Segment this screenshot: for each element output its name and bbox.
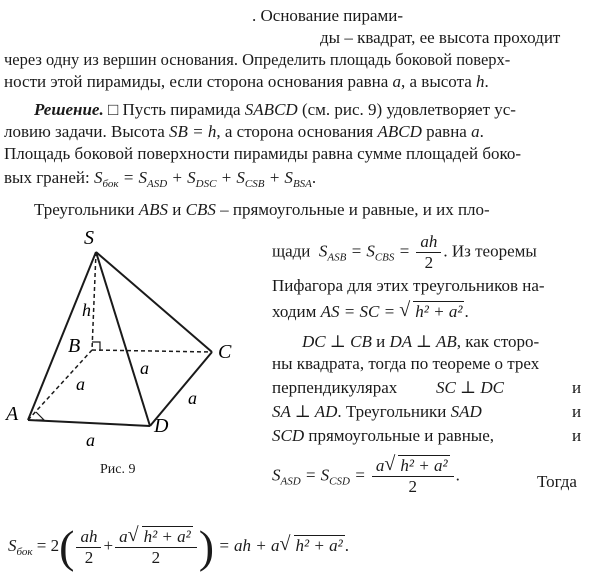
label-a-DC: a (188, 388, 197, 408)
figure-caption: Рис. 9 (100, 462, 136, 477)
label-S: S (84, 227, 94, 249)
text-line-10: $S_{ASD} = S_{CSD}$ = a √ h² + a² 2 . Тогда (272, 453, 577, 496)
solution-line-4: вых граней: $S_{бок} = S_{ASD} + S_{DSC} + S_{CSB} + S_{BSA}$. (4, 168, 317, 190)
edge-SB (92, 252, 96, 350)
solution-line-2: ловию задачи. Высота SB = h, а сторона основания ABCD равна a. (4, 122, 484, 141)
label-A: A (6, 403, 19, 425)
label-a-BC: a (140, 358, 149, 378)
text-line-8: SA ⊥ AD. Треугольники SAD и (272, 402, 582, 421)
label-a-AB: a (76, 374, 85, 394)
text-line-4: ходим AS = SC = √ h² + a² . (272, 299, 469, 321)
box-icon: □ (107, 100, 119, 119)
text-line-1: Треугольники ABS и CBS – прямоугольные и равные, и их пло- (34, 200, 490, 219)
solution-line-1: Решение. □ Пусть пирамида SABCD (см. рис. 9) удовлетворяет ус- (34, 100, 516, 119)
text-line-9: SCD прямоугольные и равные, и (272, 426, 582, 445)
solution-line-3: Площадь боковой поверхности пирамиды равна сумме площадей боко- (4, 144, 522, 163)
edge-SC (96, 252, 212, 352)
problem-line-3: через одну из вершин основания. Определить площадь боковой поверх- (4, 50, 511, 69)
text-line-3: Пифагора для этих треугольников на- (272, 276, 545, 295)
text-line-2: щади $S_{ASB} = S_{CBS}$ = $\frac{ah}{2}$ . Из теоремы (272, 232, 537, 272)
label-a-AD: a (86, 430, 95, 450)
text-line-6: ны квадрата, тогда по теореме о трех (272, 354, 540, 373)
right-angle-A (36, 412, 44, 420)
edge-SA (28, 252, 96, 420)
edge-SD (96, 252, 150, 426)
problem-line-2: ды – квадрат, ее высота проходит (320, 28, 561, 47)
edge-AD (28, 420, 150, 426)
edge-BC (92, 350, 212, 352)
label-D: D (154, 415, 169, 437)
label-h: h (82, 300, 91, 320)
final-formula: $S_{бок} = 2$( $\frac{ah}{2}$ + a √ h² + a² 2 ) = ah + a √ h² + a² . (8, 521, 349, 572)
solution-label: Решение. (34, 100, 104, 119)
problem-line-1: . Основание пирами- (252, 6, 404, 25)
label-B: B (68, 335, 81, 357)
pyramid-figure (0, 220, 270, 490)
label-C: C (218, 341, 232, 363)
text-line-7: перпендикулярах SC ⊥ DC и (272, 378, 582, 397)
text-line-5: DC ⊥ CB и DA ⊥ AB, как сторо- (302, 332, 540, 351)
problem-line-4: ности этой пирамиды, если сторона основания равна a, а высота h. (4, 72, 489, 91)
